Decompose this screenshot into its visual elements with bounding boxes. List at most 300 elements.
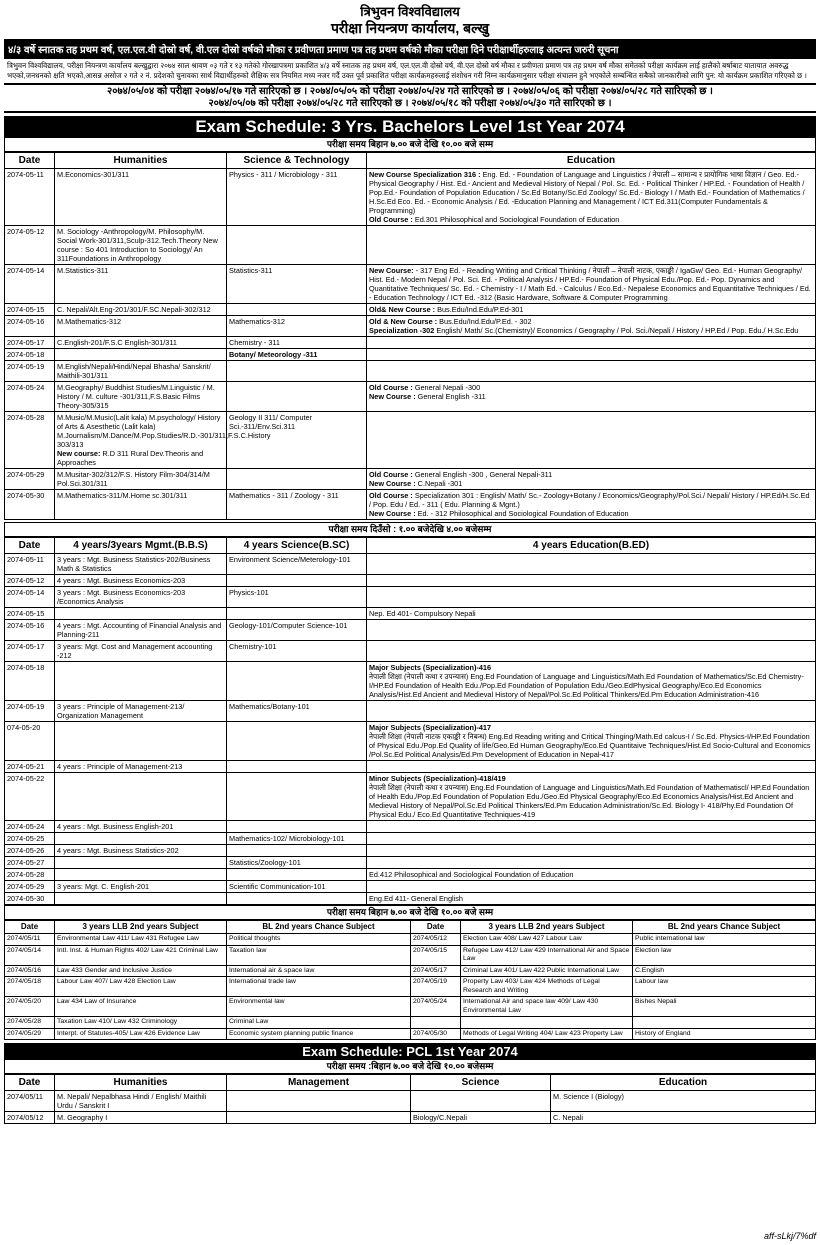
bl-cell: Public international law [633, 934, 816, 946]
science-cell: Physics - 311 / Microbiology - 311 [227, 169, 367, 226]
bsc-cell: Scientific Communication-101 [227, 881, 367, 893]
humanities-cell [55, 169, 227, 226]
education-cell [367, 469, 816, 490]
humanities-cell [55, 361, 227, 382]
date-cell: 2074-05-18 [5, 349, 55, 361]
col-bl: BL 2nd years Chance Subject [633, 921, 816, 934]
cell-label: Old Course : [369, 383, 413, 392]
bed-cell [367, 620, 816, 641]
humanities-cell: M. Nepali/ Nepalbhasa Hindi / English/ Maithili Urdu / Sanskrit I [55, 1091, 227, 1112]
date-cell: 2074-05-19 [5, 701, 55, 722]
cell-label: Minor Subjects (Specialization)-418/419 [369, 774, 506, 783]
four-year-body [5, 554, 816, 905]
date-cell: 2074-05-12 [5, 575, 55, 587]
table-row [5, 337, 816, 349]
date-cell: 2074-05-21 [5, 761, 55, 773]
bsc-cell [227, 662, 367, 701]
col-humanities: Humanities [55, 153, 227, 169]
date-cell: 2074/05/15 [411, 945, 461, 965]
llb-cell: Criminal Law 401/ Law 422 Public International Law [461, 965, 633, 977]
reschedule-line: २०७४/०५/०७ को परीक्षा २०७४/०५/२८ गते सारिएको छ । २०७४/०५/१८ को परीक्षा २०७४/०५/३० गते सारिएको छ । [208, 98, 612, 109]
table-row [5, 881, 816, 893]
table-row [5, 1028, 816, 1040]
cell-text: C.Nepali -301 [417, 479, 463, 488]
date-cell: 074-05-20 [5, 722, 55, 761]
office-name: परीक्षा नियन्त्रण कार्यालय, बल्खु [330, 20, 490, 36]
cell-text: C.English-201/F.S.C English-301/311 [57, 338, 177, 347]
mgmt-cell [55, 857, 227, 869]
bl-cell: Political thoughts [227, 934, 411, 946]
llb-cell: Property Law 403/ Law 424 Methods of Legal Research and Writing [461, 977, 633, 997]
date-cell: 2074/05/20 [5, 997, 55, 1017]
bed-cell [367, 869, 816, 881]
four-year-time: परीक्षा समय दिउँसो : १.०० बजेदेखि ४.०० बजेसम्म [4, 522, 816, 537]
col-llb: 3 years LLB 2nd years Subject [55, 921, 227, 934]
education-cell [367, 412, 816, 469]
col-date: Date [5, 538, 55, 554]
table-row [5, 316, 816, 337]
cell-label: New Course: [369, 266, 414, 275]
bl-cell: Environmental law [227, 997, 411, 1017]
mgmt-cell: 3 years: Mgt. Cost and Management accounting -212 [55, 641, 227, 662]
bachelor-body [5, 169, 816, 520]
llb-cell: Environmental Law 411/ Law 431 Refugee Law [55, 934, 227, 946]
date-cell: 2074/05/16 [5, 965, 55, 977]
mgmt-cell [55, 662, 227, 701]
bsc-cell: Physics-101 [227, 587, 367, 608]
col-bl: BL 2nd years Chance Subject [227, 921, 411, 934]
pcl-time: परीक्षा समय :बिहान ७.०० बजे देखि १०.०० बजेसम्म [4, 1060, 816, 1074]
science-cell: Mathematics-312 [227, 316, 367, 337]
col-management: Management [227, 1075, 411, 1091]
date-cell: 2074-05-28 [5, 412, 55, 469]
mgmt-cell: 3 years : Mgt. Business Statistics-202/Business Math & Statistics [55, 554, 227, 575]
mgmt-cell: 3 years : Mgt. Business Economics-203 /Economics Analysis [55, 587, 227, 608]
bed-cell [367, 554, 816, 575]
date-cell: 2074-05-29 [5, 881, 55, 893]
four-year-header-row [5, 538, 816, 554]
cell-text: Eng. Ed. - Foundation of Language and Linguistics / नेपाली – सामान्य र प्रायोगिक भाषा विज्ञान / Geo. Ed.- Physical Geography / Hist. Ed.- Ancient and Medieval History of Nepal / Pol. Sc. Ed. - Political Thinker / HP.Ed. - Foundation of Health / Pop.Ed.- Foundation of Population Education / Sc.Ed Botany/Sc.Ed Zoology/ Sc.Ed.- Biology I / Math Ed.- Foundation of Mathematics / H.Sc.Ed Eco. Ed. - Economic Analysis / Ed. -Education Planning and Management / ICT Ed.311(Computer Fundamentals & Programming) [369, 170, 805, 215]
mgmt-cell: 4 years : Mgt. Accounting of Financial Analysis and Planning-211 [55, 620, 227, 641]
table-row [5, 945, 816, 965]
cell-text: Specialization 301 : English/ Math/ Sc.- Zoology+Botany / Economics/Geography/Pol.Sci./ Nepali/ History / HP.Ed/H.Sc.Ed / Pop. Edu / Ed. - 311 ( Edu. Planning & Mgnt.) [369, 491, 810, 509]
table-row [5, 722, 816, 761]
management-cell [227, 1091, 411, 1112]
date-cell: 2074-05-14 [5, 587, 55, 608]
education-cell [367, 490, 816, 520]
mgmt-cell: 4 years : Mgt. Business English-201 [55, 821, 227, 833]
university-name: त्रिभुवन विश्वविद्यालय [360, 4, 460, 19]
humanities-cell [55, 490, 227, 520]
date-cell: 2074/05/18 [5, 977, 55, 997]
date-cell: 2074-05-16 [5, 316, 55, 337]
col-date: Date [5, 1075, 55, 1091]
table-row [5, 412, 816, 469]
table-row [5, 265, 816, 304]
bsc-cell [227, 761, 367, 773]
cell-text: Bus.Edu/Ind.Edu/P.Ed-301 [437, 305, 524, 314]
col-llb: 3 years LLB 2nd years Subject [461, 921, 633, 934]
bachelor-time: परीक्षा समय बिहान ७.०० बजे देखि १०.०० बजे सम्म [4, 138, 816, 152]
llb-cell: Interpt. of Statutes-405/ Law 426 Evidence Law [55, 1028, 227, 1040]
mgmt-cell [55, 869, 227, 881]
date-cell: 2074-05-24 [5, 821, 55, 833]
bed-cell [367, 722, 816, 761]
table-row [5, 662, 816, 701]
table-row [5, 361, 816, 382]
table-row [5, 490, 816, 520]
education-cell [367, 304, 816, 316]
bl-cell [633, 1017, 816, 1029]
cell-text: M.Geography/ Buddhist Studies/M.Linguistic / M. History / M. culture -301/311,F.S.Basic Films Theory-305/315 [57, 383, 215, 410]
mgmt-cell [55, 722, 227, 761]
bl-cell: Taxation law [227, 945, 411, 965]
mgmt-cell: 4 years : Principle of Management-213 [55, 761, 227, 773]
date-cell: 2074-05-19 [5, 361, 55, 382]
date-cell: 2074/05/12 [5, 1112, 55, 1124]
table-row [5, 833, 816, 845]
date-cell: 2074/05/17 [411, 965, 461, 977]
education-cell [367, 226, 816, 265]
science-cell [227, 469, 367, 490]
science-cell: Botany/ Meteorology -311 [227, 349, 367, 361]
bsc-cell [227, 893, 367, 905]
llb-cell: Law 433 Gender and Inclusive Justice [55, 965, 227, 977]
bsc-cell [227, 608, 367, 620]
bed-cell [367, 893, 816, 905]
cell-label: Old Course : [369, 491, 413, 500]
cell-text: M.Music/M.Music(Lalit kala) M.psychology/ History of Arts & Asesthetic (Lalit kala) M.Journalism/M.Dance/M.Pop.Studies/R.D.-301/311,F.S.C.History 303/313 [57, 413, 271, 449]
table-row [5, 575, 816, 587]
reschedule-notice [4, 83, 816, 113]
notice-bar: ४/३ वर्षे स्नातक तह प्रथम वर्ष, एल.एल.वी दोस्रो वर्ष, वी.एल दोस्रो वर्षको मौका र प्रवीणता प्रमाण पत्र तह प्रथम वर्षको मौका परीक्षा दिने परीक्षार्थीहरुलाइ अत्यन्त जरुरी सूचना [4, 39, 816, 59]
bed-cell [367, 662, 816, 701]
table-row [5, 1091, 816, 1112]
col-humanities: Humanities [55, 1075, 227, 1091]
date-cell: 2074-05-30 [5, 893, 55, 905]
bl-cell: International trade law [227, 977, 411, 997]
date-cell: 2074-05-11 [5, 554, 55, 575]
col-science: Science & Technology [227, 153, 367, 169]
cell-label: New Course : [369, 509, 416, 518]
cell-label: Old& New Course : [369, 305, 436, 314]
humanities-cell [55, 226, 227, 265]
date-cell: 2074-05-12 [5, 226, 55, 265]
science-cell: Mathematics - 311 / Zoology - 311 [227, 490, 367, 520]
footer-code: aff-sLkj/7%df [763, 1231, 816, 1241]
cell-text: C. Nepali/Alt.Eng-201/301/F.SC.Nepali-302/312 [57, 305, 211, 314]
humanities-cell [55, 469, 227, 490]
llb-cell: Labour Law 407/ Law 428 Election Law [55, 977, 227, 997]
col-date: Date [411, 921, 461, 934]
table-row [5, 773, 816, 821]
bl-cell: International air & space law [227, 965, 411, 977]
bsc-cell: Mathematics/Botany-101 [227, 701, 367, 722]
mgmt-cell: 3 years : Principle of Management-213/ Organization Management [55, 701, 227, 722]
notice-page [4, 4, 816, 1124]
table-row [5, 997, 816, 1017]
science-cell [227, 304, 367, 316]
header [4, 4, 816, 36]
bsc-cell: Mathematics-102/ Microbiology-101 [227, 833, 367, 845]
date-cell: 2074/05/19 [411, 977, 461, 997]
date-cell: 2074/05/28 [5, 1017, 55, 1029]
education-cell [367, 382, 816, 412]
reschedule-line: २०७४/०५/०४ को परीक्षा २०७४/०५/१७ गते सारिएको छ । २०७४/०५/०५ को परीक्षा २०७४/०५/२४ गते सारिएको छ । २०७४/०५/०६ को परीक्षा २०७४/०५/२८ गते सारिएको छ । [107, 86, 713, 97]
humanities-cell [55, 265, 227, 304]
table-row [5, 349, 816, 361]
llb-cell: Election Law 408/ Law 427 Labour Law [461, 934, 633, 946]
cell-label: Old & New Course : [369, 317, 438, 326]
llb-table [4, 920, 816, 1040]
date-cell: 2074-05-16 [5, 620, 55, 641]
education-cell [367, 349, 816, 361]
humanities-cell [55, 337, 227, 349]
cell-text: नेपाली शिक्षा (नेपाली नाटक एकाङ्की र निबन्ध) Eng.Ed Reading writing and Critical Thinging/Math.Ed calcus-I / Sc.Ed. Physics-I/HP.Ed Foundation of Physical Edu./Pop.Ed Quality of life/Geo.Ed Human Geography/Eco.Ed Quantitaive Techniques/Hist.Ed Socio-Cultural and Economics /Pol.Sc.Ed Political Analysis/Ed.Pm Development of Education in Nepal-417 [369, 732, 811, 759]
cell-text: General Nepali -300 [414, 383, 481, 392]
pcl-body [5, 1091, 816, 1124]
llb-time: परीक्षा समय बिहान ७.०० बजे देखि १०.०० बजे सम्म [4, 905, 816, 920]
date-cell: 2074-05-29 [5, 469, 55, 490]
date-cell: 2074-05-25 [5, 833, 55, 845]
date-cell: 2074-05-27 [5, 857, 55, 869]
four-year-table [4, 537, 816, 905]
bl-cell: Election law [633, 945, 816, 965]
table-row [5, 934, 816, 946]
humanities-cell [55, 349, 227, 361]
cell-text: M.English/Nepali/Hindi/Nepal Bhasha/ Sanskrit/ Maithili-301/311 [57, 362, 211, 380]
cell-text: Ed. - 312 Philosophical and Sociological Foundation of Education [417, 509, 629, 518]
mgmt-cell [55, 833, 227, 845]
education-cell: C. Nepali [551, 1112, 816, 1124]
table-row [5, 845, 816, 857]
bed-cell [367, 575, 816, 587]
bsc-cell [227, 869, 367, 881]
table-row [5, 869, 816, 881]
pcl-table [4, 1074, 816, 1124]
llb-body [5, 934, 816, 1040]
cell-text: General English -311 [417, 392, 486, 401]
cell-text: Eng.Ed 411- General English [369, 894, 463, 903]
bl-cell: C.English [633, 965, 816, 977]
table-row [5, 554, 816, 575]
date-cell: 2074-05-17 [5, 641, 55, 662]
table-row [5, 1112, 816, 1124]
date-cell: 2074-05-22 [5, 773, 55, 821]
bl-cell: Labour law [633, 977, 816, 997]
cell-text: M.Economics-301/311 [57, 170, 130, 179]
date-cell: 2074-05-30 [5, 490, 55, 520]
table-row [5, 641, 816, 662]
date-cell: 2074/05/24 [411, 997, 461, 1017]
date-cell: 2074-05-15 [5, 608, 55, 620]
management-cell [227, 1112, 411, 1124]
bl-cell: Bishes Nepali [633, 997, 816, 1017]
bsc-cell [227, 773, 367, 821]
table-row [5, 226, 816, 265]
bed-cell [367, 761, 816, 773]
science-cell: Chemistry - 311 [227, 337, 367, 349]
science-cell [411, 1091, 551, 1112]
cell-text: R.D 311 Rural Dev.Theoris and Approaches [57, 449, 204, 467]
table-row [5, 965, 816, 977]
table-row [5, 1017, 816, 1029]
bsc-cell [227, 575, 367, 587]
cell-text: नेपाली शिक्षा (नेपाली कथा र उपन्यास) Eng.Ed Foundation of Language and Linguistics/Math.Ed Foundation of Mathematiscl/ HP.Ed Foundation of Health Edu./Pop.Ed Foundation of Population Edu./Geo.Ed Physical Geography/Eco.Ed Economics Analysis/Hist.Ed Ancient and Medieval History of Nepal/Pol.Sc.Ed Political Thinkers/Ed.Pm Education Administration/Sc.Ed. Biology I- 418/Phy.Ed Foundation Of Physical Edu./ Eco.Ed Quantitative Techniques-419 [369, 783, 810, 819]
date-cell: 2074-05-24 [5, 382, 55, 412]
cell-label: Major Subjects (Specialization)-416 [369, 663, 492, 672]
table-row [5, 382, 816, 412]
col-education: Education [367, 153, 816, 169]
cell-text: नेपाली शिक्षा (नेपाली कथा र उपन्यास) Eng.Ed Foundation of Language and Linguistics/Math.Ed Foundation of Mathematics/Sc.Ed Chemistry-I/HP.Ed Foundation of Health Edu./Pop.Ed Foundation of Population Edu./Geo.EdPhysical Geography/Eco.Ed Economics Analysis/Hist.Ed Ancient and Medieval History of Nepal/Pol.Sc.Ed Political Thinkers/Ed.Pm Education Administration-416 [369, 672, 804, 699]
education-cell [367, 361, 816, 382]
llb-cell: Refugee Law 412/ Law 429 International Air and Space Law [461, 945, 633, 965]
mgmt-cell: 3 years: Mgt. C. English-201 [55, 881, 227, 893]
bl-cell: Economic system planning public finance [227, 1028, 411, 1040]
date-cell: 2074/05/29 [5, 1028, 55, 1040]
col-education: Education [551, 1075, 816, 1091]
col-science: Science [411, 1075, 551, 1091]
col-mgmt: 4 years/3years Mgmt.(B.B.S) [55, 538, 227, 554]
bed-cell [367, 845, 816, 857]
cell-label: New Course : [369, 392, 416, 401]
date-cell: 2074-05-18 [5, 662, 55, 701]
bachelor-title: Exam Schedule: 3 Yrs. Bachelors Level 1st Year 2074 [4, 116, 816, 138]
education-cell: M. Science I (Biology) [551, 1091, 816, 1112]
education-cell [367, 265, 816, 304]
date-cell: 2074/05/14 [5, 945, 55, 965]
mgmt-cell: 4 years : Mgt. Business Economics-203 [55, 575, 227, 587]
bsc-cell: Statistics/Zoology-101 [227, 857, 367, 869]
date-cell: 2074/05/11 [5, 934, 55, 946]
bsc-cell: Chemistry-101 [227, 641, 367, 662]
table-row [5, 620, 816, 641]
science-cell: Statistics-311 [227, 265, 367, 304]
cell-text: Ed.412 Philosophical and Sociological Foundation of Education [369, 870, 574, 879]
date-cell: 2074-05-11 [5, 169, 55, 226]
pcl-header-row [5, 1075, 816, 1091]
cell-text: M. Sociology -Anthropology/M. Philosophy/M. Social Work-301/311,Sculp-312.Tech.Theory New course : So 401 Introduction to Sociology/ An 311Foundations in Anthropology [57, 227, 218, 263]
table-row [5, 587, 816, 608]
cell-label: Old Course : [369, 215, 413, 224]
table-row [5, 893, 816, 905]
cell-text: M.Musitar-302/312/F.S. History Film-304/314/M Pol.Sci.301/311 [57, 470, 210, 488]
bed-cell [367, 701, 816, 722]
table-row [5, 304, 816, 316]
science-cell: Biology/C.Nepali [411, 1112, 551, 1124]
table-row [5, 169, 816, 226]
table-row [5, 857, 816, 869]
mgmt-cell [55, 608, 227, 620]
llb-cell: Methods of Legal Writing 404/ Law 423 Property Law [461, 1028, 633, 1040]
cell-text: Bus.Edu/Ind.Edu/P.Ed. - 302 [439, 317, 532, 326]
llb-header-row [5, 921, 816, 934]
cell-label: New course: [57, 449, 101, 458]
date-cell: 2074-05-26 [5, 845, 55, 857]
bsc-cell [227, 821, 367, 833]
bed-cell [367, 773, 816, 821]
table-row [5, 977, 816, 997]
cell-text: M.Mathematics-311/M.Home sc.301/311 [57, 491, 188, 500]
table-row [5, 761, 816, 773]
bed-cell [367, 833, 816, 845]
pcl-title: Exam Schedule: PCL 1st Year 2074 [4, 1043, 816, 1060]
education-cell [367, 316, 816, 337]
education-cell [367, 337, 816, 349]
humanities-cell [55, 382, 227, 412]
date-cell: 2074/05/11 [5, 1091, 55, 1112]
table-row [5, 821, 816, 833]
bed-cell [367, 608, 816, 620]
bsc-cell: Environment Science/Meterology-101 [227, 554, 367, 575]
mgmt-cell [55, 893, 227, 905]
date-cell: 2074/05/30 [411, 1028, 461, 1040]
bed-cell [367, 881, 816, 893]
cell-label: New Course : [369, 479, 416, 488]
col-date: Date [5, 153, 55, 169]
llb-cell [461, 1017, 633, 1029]
bl-cell: History of England [633, 1028, 816, 1040]
cell-label: New Course Specialization 316 : [369, 170, 481, 179]
science-cell [227, 382, 367, 412]
table-row [5, 701, 816, 722]
llb-cell: Law 434 Law of Insurance [55, 997, 227, 1017]
humanities-cell [55, 304, 227, 316]
table-row [5, 608, 816, 620]
cell-text: English/ Math/ Sc.(Chemistry)/ Economics / Geography / Pol. Sci./Nepali / History / HP.Ed / Pop. Edu./ H.Sc.Edu [436, 326, 799, 335]
date-cell: 2074-05-28 [5, 869, 55, 881]
date-cell: 2074-05-14 [5, 265, 55, 304]
humanities-cell [55, 316, 227, 337]
cell-text: General English -300 , General Nepali-311 [414, 470, 553, 479]
col-bsc: 4 years Science(B.SC) [227, 538, 367, 554]
bachelor-table [4, 152, 816, 520]
bed-cell [367, 857, 816, 869]
cell-text: M.Statistics-311 [57, 266, 109, 275]
intro-text: त्रिभुवन विश्वविद्यालय, परीक्षा नियन्त्रण कार्यालय बल्खुद्वारा २०७४ साल श्रावण ०३ गते र १३ गतेको गोरखापत्रमा प्रकाशित ४/३ वर्षे स्नातक तह प्रथम वर्ष, एल.एल.वी दोस्रो वर्ष, वी.एल दोस्रो वर्ष मौका र प्रवीणता प्रमाण पत्र तह प्रथम वर्ष मौका समेतको परीक्षा कार्यक्रम लाई हालैको बर्षाबाट यातायात अवरुद्ध भएको,जनधनको क्षति भएको,आसन्न असोज २ गते २ नं. प्रदेशको चुनावका सार्थ विद्यार्थीहरुको शैक्षिक सत्र नियमित मध्य नजर गर्दै उक्त पूर्व प्रकाशित परीक्षा कार्यक्रमहरुलाई संशोधन गरी निम्न कार्यक्रमानुसार परीक्षा संचालन हुने भएकोले सम्बन्धित सबैको जानकारीको लागि पुन: यो कार्यक्रम प्रकाशित गरिएको छ । [7, 61, 807, 80]
humanities-cell: M. Geography I [55, 1112, 227, 1124]
date-cell: 2074-05-15 [5, 304, 55, 316]
llb-cell: International Air and space law 409/ Law 430 Environmental Law [461, 997, 633, 1017]
bl-cell: Criminal Law [227, 1017, 411, 1029]
bachelor-header-row [5, 153, 816, 169]
mgmt-cell: 4 years : Mgt. Business Statistics-202 [55, 845, 227, 857]
bsc-cell [227, 845, 367, 857]
cell-text: M.Mathematics-312 [57, 317, 122, 326]
cell-label: Major Subjects (Specialization)-417 [369, 723, 492, 732]
science-cell: Geology II 311/ Computer Sci.-311/Env.Sci.311 [227, 412, 367, 469]
bed-cell [367, 821, 816, 833]
cell-text: - 317 Eng Ed. - Reading Writing and Critical Thinking / नेपाली – नेपाली नाटक, एकाङ्की / IgaGw/ Geo. Ed.- Human Geography/ Hist. Ed.- Modern Nepal / Pol. Sci. Ed. - Political Analysis / HP.Ed.- Foundation of Physical Edu./Pop. Ed.- Pop. Dynamics and Quantitative Techniques/ Sc. Ed. - Chemistry - I / Math Ed. - Calculus / Eco.Ed.- Nepalese Economics and Equantitative Techniques / Ed. - Education Technology / ICT Ed. -312 (Basic Hardware, Software & Computer Programming [369, 266, 811, 302]
table-row [5, 469, 816, 490]
bed-cell [367, 641, 816, 662]
llb-cell: Taxation Law 410/ Law 432 Criminology [55, 1017, 227, 1029]
date-cell [411, 1017, 461, 1029]
cell-label: Specialization -302 [369, 326, 435, 335]
bsc-cell: Geology-101/Computer Science-101 [227, 620, 367, 641]
col-bed: 4 years Education(B.ED) [367, 538, 816, 554]
bed-cell [367, 587, 816, 608]
llb-cell: Intl. Inst. & Human Rights 402/ Law 421 Criminal Law [55, 945, 227, 965]
date-cell: 2074/05/12 [411, 934, 461, 946]
science-cell [227, 361, 367, 382]
cell-text: Nep. Ed 401- Compulsory Nepali [369, 609, 476, 618]
col-date: Date [5, 921, 55, 934]
bsc-cell [227, 722, 367, 761]
mgmt-cell [55, 773, 227, 821]
science-cell [227, 226, 367, 265]
date-cell: 2074-05-17 [5, 337, 55, 349]
